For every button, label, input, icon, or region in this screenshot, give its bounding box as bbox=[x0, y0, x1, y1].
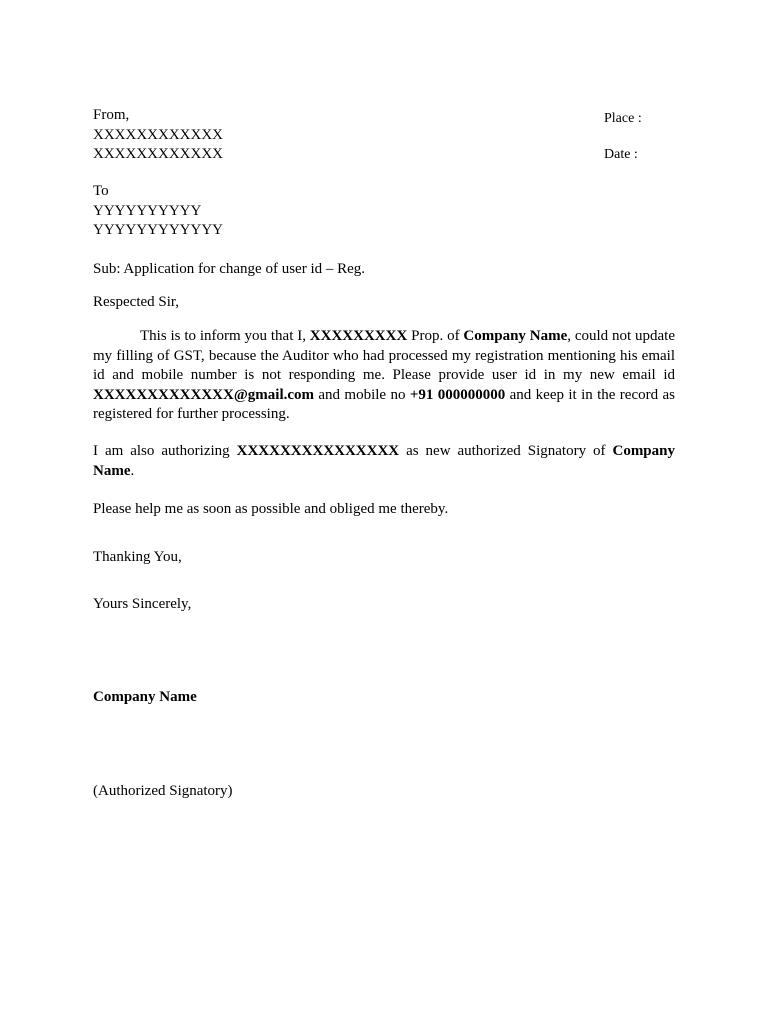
body-1-text-c: , could not update my filling of GST, because the Auditor who had processed my registration mentioning his email id and mobile number is not responding me. Please provide user id in my new email id bbox=[93, 328, 675, 383]
signature-title: (Authorized Signatory) bbox=[93, 783, 233, 799]
to-address-line-1: YYYYYYYYYY bbox=[93, 202, 202, 219]
body-paragraph-1 bbox=[93, 327, 675, 425]
body-1-text-e: and keep it in the record as registered for further processing. bbox=[93, 386, 675, 422]
body-paragraph-2 bbox=[93, 442, 675, 481]
proprietor-name: XXXXXXXXX bbox=[309, 328, 408, 344]
to-address-line-2: YYYYYYYYYYYY bbox=[93, 222, 223, 238]
body-2-text-c: . bbox=[130, 462, 135, 479]
from-address-block bbox=[93, 106, 675, 165]
body-1-text-b: Prop. of bbox=[407, 328, 464, 344]
from-heading: From, bbox=[93, 107, 130, 123]
company-name-inline-2: Company Name bbox=[93, 443, 675, 479]
salutation: Respected Sir, bbox=[93, 294, 180, 310]
body-1-text-d: and mobile no bbox=[314, 386, 410, 403]
body-2-text-b: as new authorized Signatory of bbox=[399, 443, 613, 459]
body-2-text-a: I am also authorizing bbox=[93, 443, 237, 459]
place-label: Place : bbox=[604, 111, 642, 126]
signature-company-name: Company Name bbox=[93, 689, 197, 705]
subject-line: Sub: Application for change of user id – Reg. bbox=[93, 261, 366, 277]
new-mobile-number: +91 000000000 bbox=[409, 386, 506, 403]
company-name-inline: Company Name bbox=[463, 328, 568, 344]
from-address-line-2: XXXXXXXXXXXX bbox=[93, 146, 223, 162]
new-email-address: XXXXXXXXXXXXX@gmail.com bbox=[93, 386, 315, 403]
date-label: Date : bbox=[604, 147, 638, 162]
from-address-line-1: XXXXXXXXXXXX bbox=[93, 126, 223, 143]
body-paragraph-3: Please help me as soon as possible and obliged me thereby. bbox=[93, 501, 449, 517]
closing-sincerely: Yours Sincerely, bbox=[93, 596, 192, 612]
closing-thanks: Thanking You, bbox=[93, 549, 182, 565]
body-1-text-a: This is to inform you that I, bbox=[140, 328, 310, 344]
new-signatory-name: XXXXXXXXXXXXXXX bbox=[236, 443, 400, 459]
to-heading: To bbox=[93, 183, 109, 199]
to-address-block bbox=[93, 182, 675, 241]
